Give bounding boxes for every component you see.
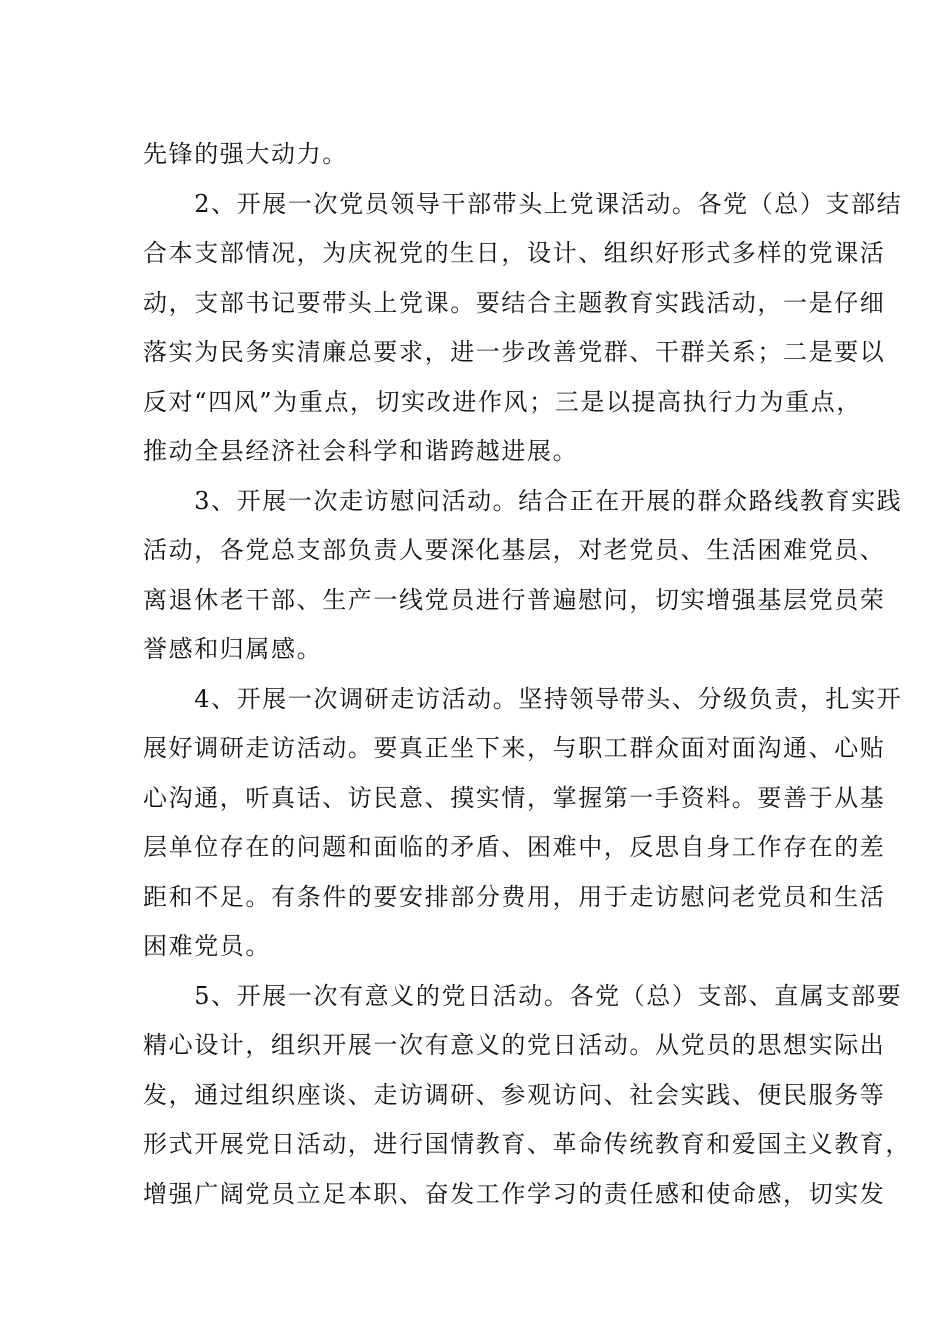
text-line: 精心设计，组织开展一次有意义的党日活动。从党员的思想实际出 (143, 1031, 886, 1059)
text-line: 5、开展一次有意义的党日活动。各党（总）支部、直属支部要 (143, 981, 903, 1010)
text-line: 层单位存在的问题和面临的矛盾、困难中，反思自身工作存在的差 (143, 833, 886, 861)
text-line: 困难党员。 (143, 932, 271, 960)
text-line: 心沟通，听真话、访民意、摸实情，掌握第一手资料。要善于从基 (143, 783, 886, 812)
document-body (143, 130, 911, 1219)
text-line: 先锋的强大动力。 (143, 140, 348, 168)
text-line: 动，支部书记要带头上党课。要结合主题教育实践活动，一是仔细 (143, 288, 886, 317)
text-line: 誉感和归属感。 (143, 635, 323, 663)
text-line: 展好调研走访活动。要真正坐下来，与职工群众面对面沟通、心贴 (143, 734, 886, 762)
text-line: 活动，各党总支部负责人要深化基层，对老党员、生活困难党员、 (143, 536, 886, 564)
text-line: 距和不足。有条件的要安排部分费用，用于走访慰问老党员和生活 (143, 882, 886, 911)
text-line: 反对“四风”为重点，切实改进作风；三是以提高执行力为重点， (143, 387, 862, 416)
text-line: 形式开展党日活动，进行国情教育、革命传统教育和爱国主义教育， (143, 1130, 911, 1158)
text-line: 3、开展一次走访慰问活动。结合正在开展的群众路线教育实践 (143, 486, 903, 515)
text-line: 离退休老干部、生产一线党员进行普遍慰问，切实增强基层党员荣 (143, 585, 886, 614)
text-line: 2、开展一次党员领导干部带头上党课活动。各党（总）支部结 (143, 189, 903, 218)
text-line: 推动全县经济社会科学和谐跨越进展。 (143, 437, 579, 465)
text-line: 增强广阔党员立足本职、奋发工作学习的责任感和使命感，切实发 (143, 1179, 886, 1208)
text-line: 合本支部情况，为庆祝党的生日，设计、组织好形式多样的党课活 (143, 239, 886, 267)
text-line: 发，通过组织座谈、走访调研、参观访问、社会实践、便民服务等 (143, 1080, 886, 1109)
text-line: 落实为民务实清廉总要求，进一步改善党群、干群关系；二是要以 (143, 338, 886, 366)
text-line: 4、开展一次调研走访活动。坚持领导带头、分级负责，扎实开 (143, 684, 903, 713)
